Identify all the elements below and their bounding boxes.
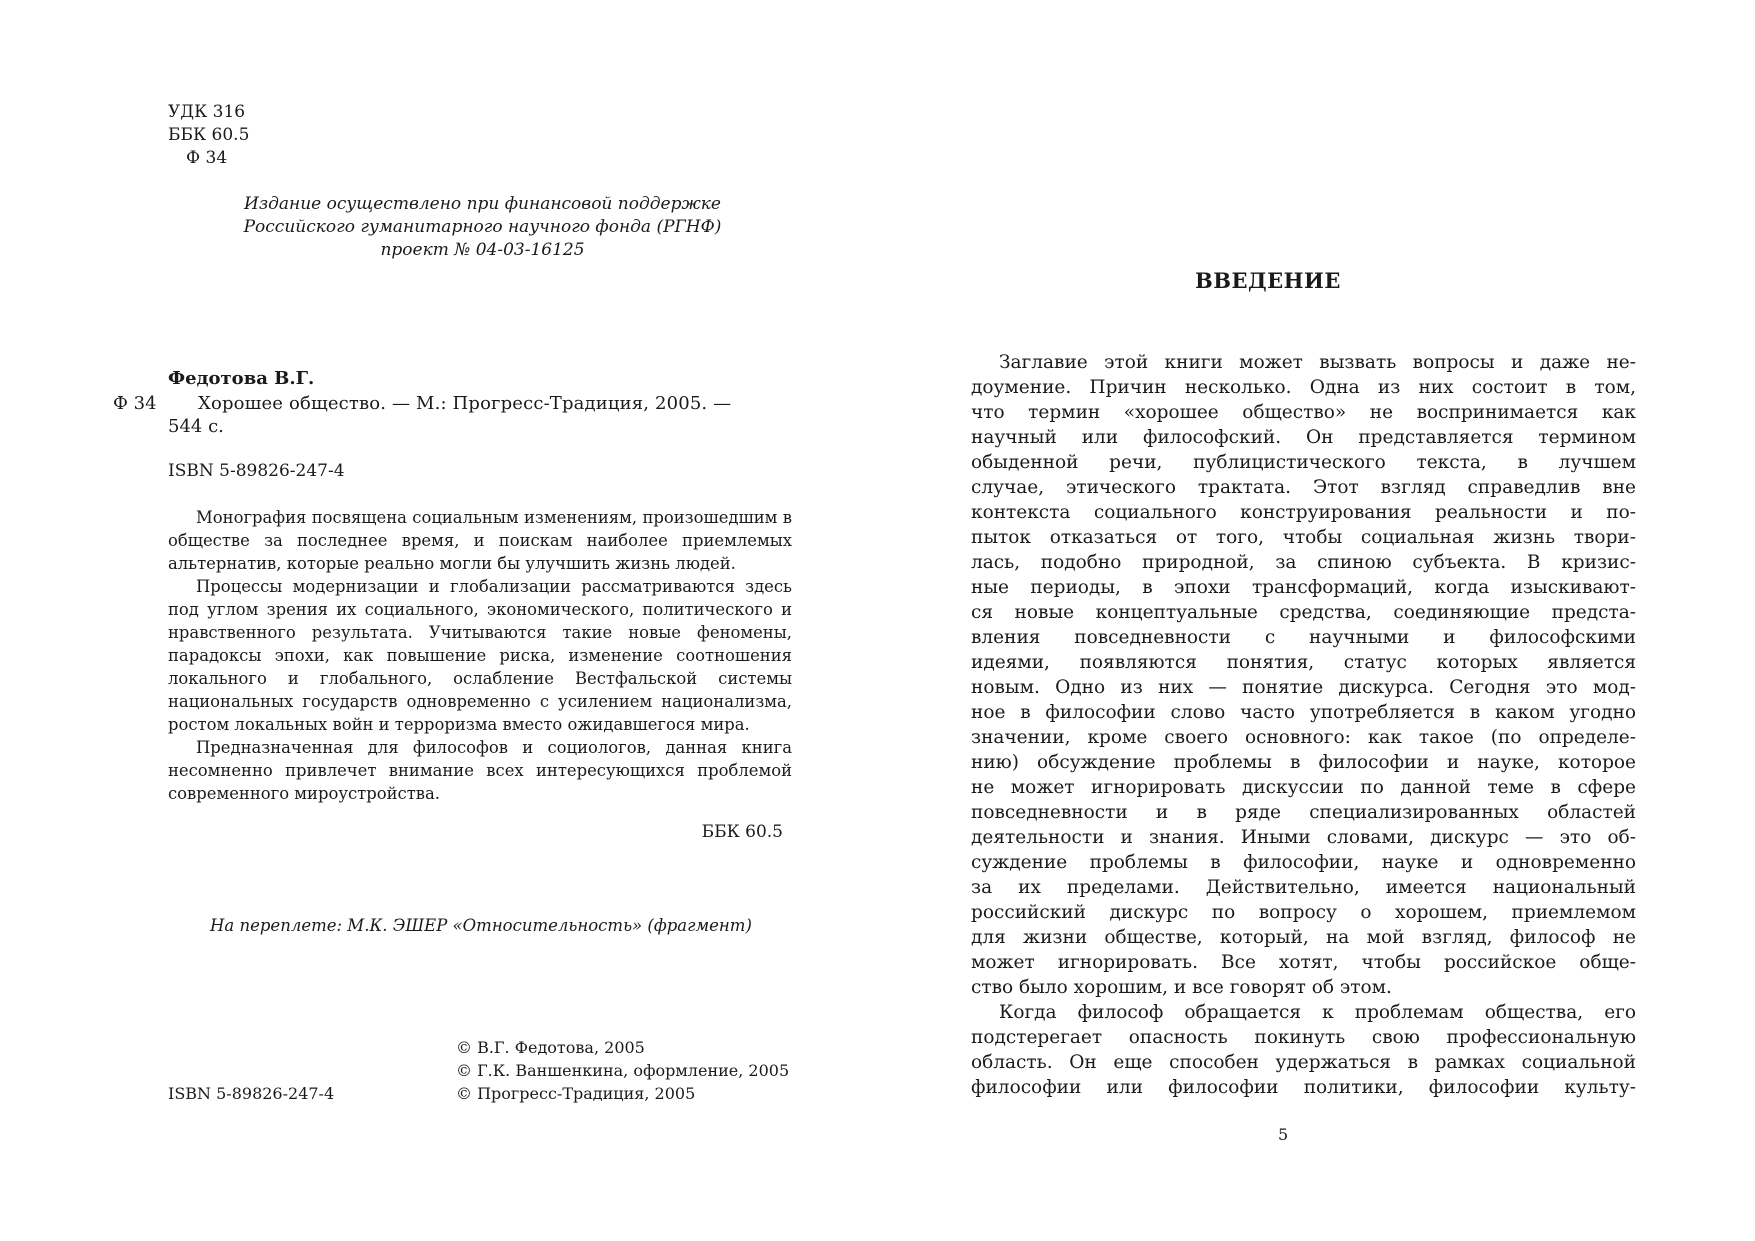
text-line: обыденной речи, публицистического текста, в лучшем	[971, 452, 1636, 473]
page-number: 5	[1278, 1125, 1289, 1144]
text-line: для жизни обществе, который, на мой взгляд, философ не	[971, 927, 1636, 948]
text-line: значении, кроме своего основного: как такое (по определе-	[971, 727, 1636, 748]
annotation-paragraph: Процессы модернизации и глобализации рассматриваются здесь под углом зрения их социального, экономического, политического и нравственного результата. Учитываются такие новые феномены, парадоксы эпохи, как повышение риска, изменение соотношения локального и глобального, ослабление Вестфальской системы национальных государств одновременно с усилением национализма, ростом локальных войн и терроризма вместо ожидавшегося мира.	[168, 577, 792, 734]
text-line: не может игнорировать дискуссии по данной теме в сфере	[971, 777, 1636, 798]
text-line: вления повседневности с научными и философскими	[971, 627, 1636, 648]
text-line: ство было хорошим, и все говорят об этом.	[971, 977, 1392, 998]
bbk-bottom: ББК 60.5	[701, 822, 783, 842]
copyright-line-3: © Прогресс-Традиция, 2005	[456, 1084, 696, 1103]
text-line: случае, этического трактата. Этот взгляд справедлив вне	[971, 477, 1636, 498]
cover-note: На переплете: М.К. ЭШЕР «Относительность» (фрагмент)	[210, 916, 752, 935]
text-line: повседневности и в ряде специализированных областей	[971, 802, 1636, 823]
text-line: суждение проблемы в философии, науке и одновременно	[971, 852, 1636, 873]
call-number: Ф 34	[113, 393, 157, 414]
page-count: 544 с.	[168, 416, 224, 437]
left-page	[0, 0, 877, 1241]
text-line: ное в философии слово часто употребляется в каком угодно	[971, 702, 1636, 723]
text-line: доумение. Причин несколько. Одна из них состоит в том,	[971, 377, 1636, 398]
text-line: область. Он еще способен удержаться в рамках социальной	[971, 1052, 1636, 1073]
support-note-line-1: Издание осуществлено при финансовой поддержке	[244, 194, 721, 214]
support-note-line-2: Российского гуманитарного научного фонда (РГНФ)	[243, 217, 722, 237]
chapter-heading: ВВЕДЕНИЕ	[1195, 268, 1341, 293]
text-line: идеями, появляются понятия, статус которых является	[971, 652, 1636, 673]
isbn: ISBN 5-89826-247-4	[168, 461, 345, 481]
annotation	[168, 506, 792, 805]
text-line: российский дискурс по вопросу о хорошем, приемлемом	[971, 902, 1636, 923]
text-line: за их пределами. Действительно, имеется национальный	[971, 877, 1636, 898]
udk-code: УДК 316	[168, 102, 246, 122]
text-line: пыток отказаться от того, чтобы социальная жизнь твори-	[971, 527, 1636, 548]
text-line: контекста социального конструирования реальности и по-	[971, 502, 1636, 523]
author-name: Федотова В.Г.	[168, 368, 315, 389]
text-line: что термин «хорошее общество» не воспринимается как	[971, 402, 1636, 423]
text-line: философии или философии политики, философии культу-	[971, 1077, 1636, 1098]
annotation-paragraph: Предназначенная для философов и социологов, данная книга несомненно привлечет внимание всех интересующихся проблемой современного мироустройства.	[168, 738, 792, 803]
text-line: может игнорировать. Все хотят, чтобы российское обще-	[971, 952, 1636, 973]
text-line: лась, подобно природной, за спиною субъекта. В кризис-	[971, 552, 1636, 573]
annotation-paragraph: Монография посвящена социальным изменениям, произошедшим в обществе за последнее время, и поискам наиболее приемлемых альтернатив, которые реально могли бы улучшить жизнь людей.	[168, 508, 792, 573]
text-line: научный или философский. Он представляется термином	[971, 427, 1636, 448]
text-line: нию) обсуждение проблемы в философии и науке, которое	[971, 752, 1636, 773]
text-line: новым. Одно из них — понятие дискурса. Сегодня это мод-	[971, 677, 1636, 698]
text-line: ные периоды, в эпохи трансформаций, когда изыскивают-	[971, 577, 1636, 598]
copyright-line-2: © Г.К. Ваншенкина, оформление, 2005	[456, 1061, 790, 1080]
text-line: Заглавие этой книги может вызвать вопросы и даже не-	[999, 352, 1636, 373]
support-note-line-3: проект № 04-03-16125	[380, 240, 585, 260]
text-line: деятельности и знания. Иными словами, дискурс — это об-	[971, 827, 1636, 848]
text-line: Когда философ обращается к проблемам общества, его	[999, 1002, 1636, 1023]
author-mark: Ф 34	[186, 148, 228, 168]
isbn-bottom: ISBN 5-89826-247-4	[168, 1084, 335, 1103]
text-line: подстерегает опасность покинуть свою профессиональную	[971, 1027, 1636, 1048]
bbk-code: ББК 60.5	[168, 125, 250, 145]
book-title-line: Хорошее общество. — М.: Прогресс-Традиция, 2005. —	[198, 393, 732, 414]
copyright-line-1: © В.Г. Федотова, 2005	[456, 1038, 645, 1057]
right-page	[877, 0, 1755, 1241]
text-line: ся новые концептуальные средства, соединяющие предста-	[971, 602, 1636, 623]
introduction-text	[971, 350, 1636, 1100]
